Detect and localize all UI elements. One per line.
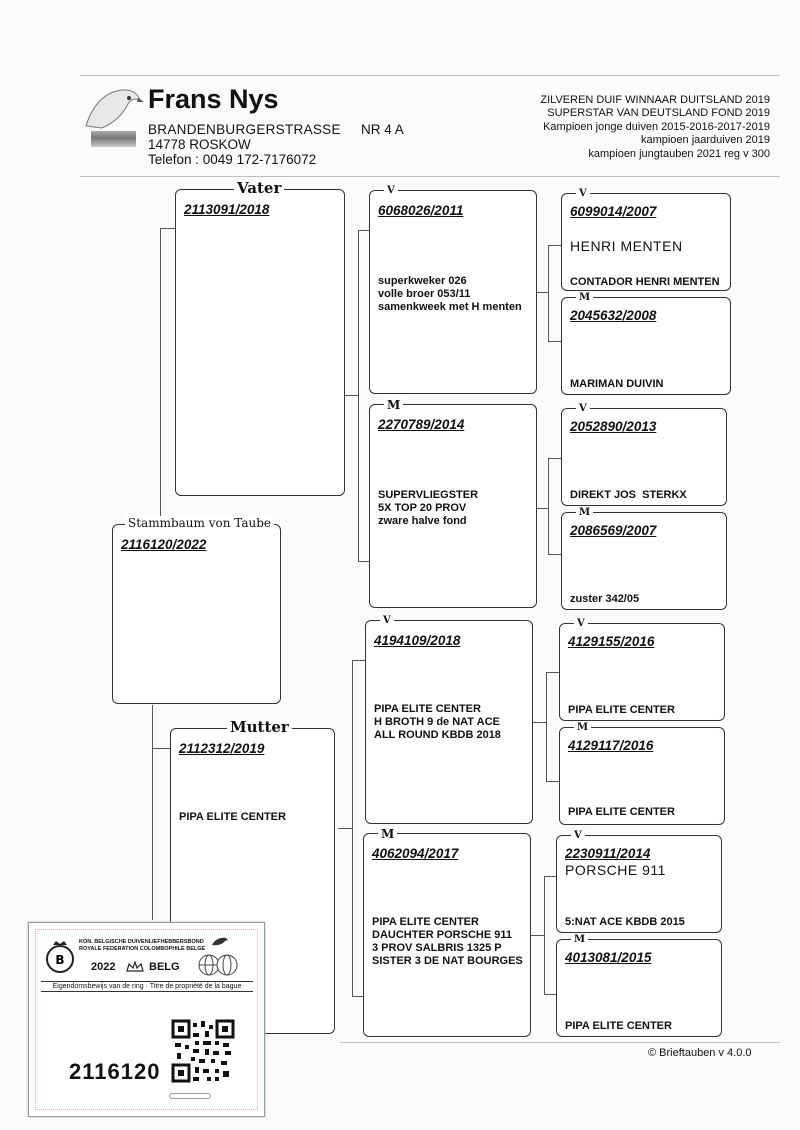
sex-label: V xyxy=(576,402,590,416)
achievement-line: kampioen jaarduiven 2019 xyxy=(640,134,770,147)
city: 14778 ROSKOW xyxy=(148,137,251,152)
extra-line: HENRI MENTEN xyxy=(570,238,683,254)
notes: PIPA ELITE CENTER H BROTH 9 de NAT ACE ALL ROUND KBDB 2018 xyxy=(374,703,501,741)
ring-number: 6068026/2011 xyxy=(378,203,464,218)
achievements xyxy=(540,94,770,161)
sex-label: V xyxy=(576,187,590,201)
notes: CONTADOR HENRI MENTEN xyxy=(570,276,720,288)
header-bottom-rule xyxy=(80,176,780,177)
great-grandparent-box xyxy=(559,618,725,721)
street: BRANDENBURGERSTRASSE xyxy=(148,122,341,137)
father-box xyxy=(175,179,345,496)
qr-code-icon xyxy=(171,1019,235,1083)
achievement-line: kampioen jungtauben 2021 reg v 300 xyxy=(588,147,770,160)
ring-number: 4194109/2018 xyxy=(374,633,461,648)
grandparent-box xyxy=(363,827,531,1037)
footer-credit: © Brieftauben v 4.0.0 xyxy=(648,1047,752,1059)
connector-gen2-bottom-stub xyxy=(338,828,352,829)
connector-gen3-3 xyxy=(546,672,559,782)
extra-line: PORSCHE 911 xyxy=(565,862,666,878)
ring-number: 4129155/2016 xyxy=(568,634,655,649)
notes: PIPA ELITE CENTER DAUCHTER PORSCHE 911 3 PROV SALBRIS 1325 P SISTER 3 DE NAT BOURGES xyxy=(372,916,523,967)
mother-label: Mutter xyxy=(227,720,292,734)
notes: PIPA ELITE CENTER xyxy=(568,806,675,818)
pigeon-logo-icon xyxy=(82,82,144,132)
ring-ownership-card xyxy=(28,922,265,1117)
ring-number: 6099014/2007 xyxy=(570,204,657,219)
grandparent-box xyxy=(369,398,537,608)
connector-father xyxy=(160,228,176,517)
notes: SUPERVLIEGSTER 5X TOP 20 PROV zware halve fond xyxy=(378,489,479,527)
father-ring: 2113091/2018 xyxy=(184,202,270,217)
card-country: BELG xyxy=(149,961,180,973)
ring-number: 2230911/2014 xyxy=(565,846,651,861)
connector-gen2-top-stub xyxy=(344,395,358,396)
mother-notes: PIPA ELITE CENTER xyxy=(179,811,286,823)
sex-label: V xyxy=(384,184,398,198)
sex-label: V xyxy=(380,614,394,628)
org-text xyxy=(79,939,205,953)
card-title: Eigendomsbewijs van de ring · Titre de propriété de la bague xyxy=(41,981,253,992)
notes: 5:NAT ACE KBDB 2015 xyxy=(565,916,685,928)
sex-label: M xyxy=(384,398,403,412)
notes: DIREKT JOS STERKX xyxy=(570,489,687,501)
federation-crest-icon xyxy=(43,939,77,975)
great-grandparent-box xyxy=(561,292,731,395)
sex-label: M xyxy=(576,291,593,305)
notes: PIPA ELITE CENTER xyxy=(568,704,675,716)
connector-gen3-1-stub xyxy=(536,292,548,293)
pigeon-ring: 2116120/2022 xyxy=(121,537,207,552)
connector-gen3-2-stub xyxy=(536,508,548,509)
grandparent-box xyxy=(365,615,533,824)
great-grandparent-box xyxy=(556,934,722,1037)
notes: MARIMAN DUIVIN xyxy=(570,378,664,390)
org-line-1: KON. BELGISCHE DUIVENLIEFHEBBERSBOND xyxy=(79,939,204,945)
card-year: 2022 xyxy=(91,961,116,973)
ring-number: 2270789/2014 xyxy=(378,417,465,432)
great-grandparent-box xyxy=(559,722,725,825)
crown-icon xyxy=(125,961,145,973)
great-grandparent-box xyxy=(556,830,722,933)
footer-rule xyxy=(340,1042,780,1043)
pigeon-label: Stammbaum von Taube xyxy=(125,516,274,530)
sex-label: M xyxy=(576,506,593,520)
notes: superkweker 026 volle broer 053/11 samenkweek met H menten xyxy=(378,275,522,313)
notes: zuster 342/05 xyxy=(570,593,640,605)
house-number: NR 4 A xyxy=(361,122,404,137)
achievement-line: Kampioen jonge duiven 2015-2016-2017-2019 xyxy=(543,120,770,133)
ring-number: 4013081/2015 xyxy=(565,950,652,965)
achievement-line: ZILVEREN DUIF WINNAAR DUITSLAND 2019 xyxy=(540,94,770,106)
sex-label: V xyxy=(574,617,588,631)
pigeon-box xyxy=(112,516,281,704)
achievement-line: SUPERSTAR VAN DEUTSLAND FOND 2019 xyxy=(547,107,770,120)
grandparent-box xyxy=(369,185,537,394)
pigeon-emblem-icon xyxy=(211,935,229,947)
connector-gen3-3-stub xyxy=(532,722,546,723)
connector-mother xyxy=(152,748,172,749)
ring-number: 2052890/2013 xyxy=(570,419,657,434)
header-top-rule xyxy=(80,75,780,76)
logo-bar-icon xyxy=(91,131,136,147)
notes: PIPA ELITE CENTER xyxy=(565,1020,672,1032)
great-grandparent-box xyxy=(561,188,731,291)
card-slot xyxy=(169,1093,211,1099)
ring-number: 2045632/2008 xyxy=(570,308,657,323)
sex-label: M xyxy=(571,933,588,947)
sex-label: M xyxy=(574,721,591,735)
great-grandparent-box xyxy=(561,507,727,610)
svg-text:B: B xyxy=(55,953,65,967)
ring-number: 4129117/2016 xyxy=(568,738,654,753)
breeder-name: Frans Nys xyxy=(148,84,279,114)
ring-number: 4062094/2017 xyxy=(372,846,459,861)
father-label: Vater xyxy=(234,181,284,195)
card-ring-number: 2116120 xyxy=(69,1059,161,1084)
connector-gen3-2 xyxy=(548,458,561,555)
great-grandparent-box xyxy=(561,403,727,506)
sex-label: M xyxy=(378,827,397,841)
ring-number: 2086569/2007 xyxy=(570,523,657,538)
mother-ring: 2112312/2019 xyxy=(179,741,265,756)
globe-logo-icon xyxy=(197,953,239,977)
phone: Telefon : 0049 172-7176072 xyxy=(148,152,317,167)
connector-gen3-4-stub xyxy=(530,935,544,936)
sex-label: V xyxy=(571,829,585,843)
connector-gen3-1 xyxy=(548,245,561,342)
org-line-2: ROYALE FEDERATION COLOMBOPHILE BELGE xyxy=(79,946,206,952)
